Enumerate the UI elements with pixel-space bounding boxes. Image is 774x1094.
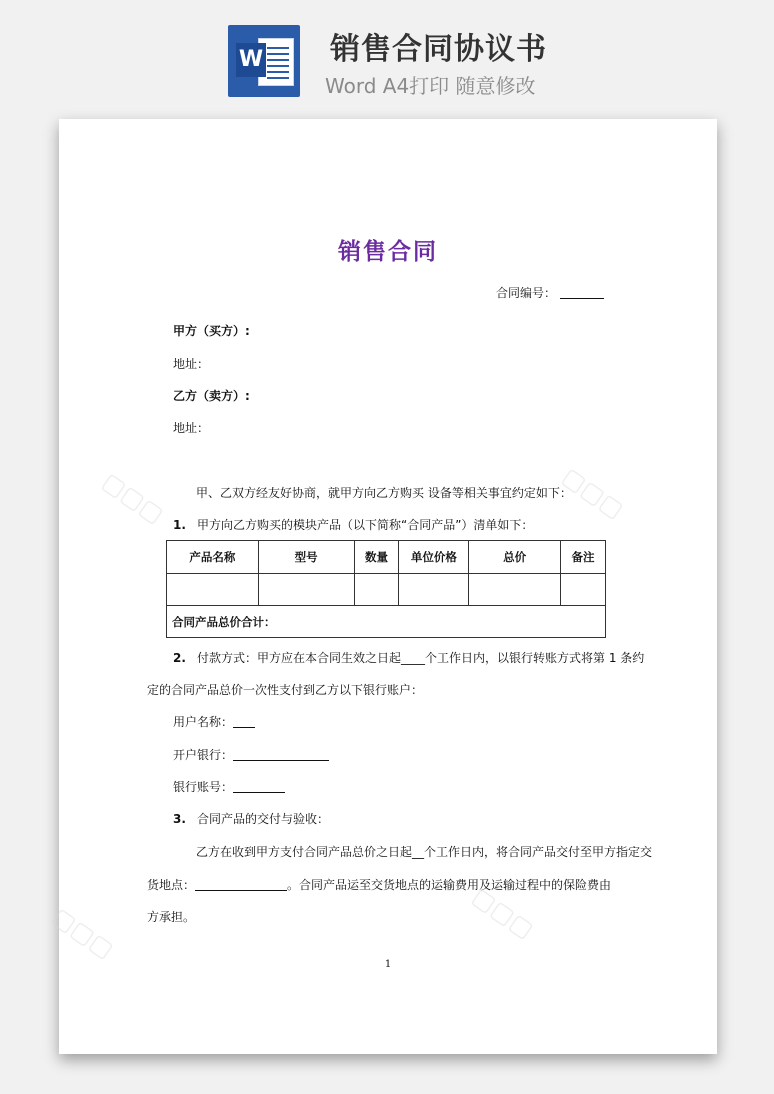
account-name-line	[173, 713, 255, 730]
clause-3-number: 3.	[173, 812, 186, 826]
document-title: 销售合同	[338, 239, 438, 265]
clause-2-line-2: 定的合同产品总价一次性支付到乙方以下银行账户：	[147, 683, 424, 697]
table-cell	[258, 574, 354, 606]
clause-1-text: 甲方向乙方购买的模块产品（以下简称“合同产品”）清单如下：	[197, 518, 534, 532]
clause-2	[173, 649, 644, 666]
bank-blank	[233, 748, 329, 761]
word-logo-icon	[228, 25, 300, 97]
watermark: ▢▢▢	[467, 882, 539, 944]
bank-label: 开户银行：	[173, 748, 234, 762]
account-number-line	[173, 778, 285, 795]
contract-number-blank	[560, 286, 604, 299]
product-table	[166, 540, 606, 638]
party-b-address-label: 地址：	[173, 421, 210, 435]
table-total-row	[167, 606, 606, 638]
account-number-label: 银行账号：	[173, 780, 234, 794]
table-header-cell: 单位价格	[399, 541, 469, 574]
clause-3-paragraph-line-2	[147, 876, 611, 893]
table-cell	[399, 574, 469, 606]
intro-paragraph: 甲、乙双方经友好协商，就甲方向乙方购买 设备等相关事宜约定如下：	[196, 486, 572, 500]
banner-title: 销售合同协议书	[330, 32, 547, 67]
account-number-blank	[233, 780, 285, 793]
contract-number-label: 合同编号：	[496, 286, 557, 300]
page-number: 1	[384, 959, 392, 970]
watermark: ▢▢▢	[97, 467, 169, 529]
clause-2-number: 2.	[173, 651, 186, 665]
table-row	[167, 574, 606, 606]
banner-subtitle: Word A4打印 随意修改	[325, 74, 536, 98]
account-name-label: 用户名称：	[173, 715, 234, 729]
table-cell	[469, 574, 561, 606]
table-header-cell: 型号	[258, 541, 354, 574]
table-header-cell: 备注	[561, 541, 606, 574]
table-header-cell: 产品名称	[167, 541, 259, 574]
account-name-blank	[233, 715, 255, 728]
table-total-label: 合同产品总价合计：	[167, 606, 606, 638]
bank-line	[173, 746, 329, 763]
party-a-address-label: 地址：	[173, 357, 210, 371]
clause-3-paragraph-line-1: 乙方在收到甲方支付合同产品总价之日起__个工作日内，将合同产品交付至甲方指定交	[196, 845, 653, 859]
party-b-label: 乙方（卖方）:	[173, 389, 250, 403]
clause-2-line-1: 付款方式：甲方应在本合同生效之日起____个工作日内，以银行转账方式将第 1 条约	[197, 651, 645, 665]
table-cell	[354, 574, 399, 606]
document-page	[47, 119, 717, 1054]
clause-3	[173, 810, 329, 827]
clause-3-paragraph-line-3: 方承担。	[147, 910, 196, 924]
table-header-cell: 总价	[469, 541, 561, 574]
clause-3-line-2-rest: 。合同产品运至交货地点的运输费用及运输过程中的保险费由	[287, 878, 612, 892]
clause-1	[173, 516, 533, 533]
table-header-row	[167, 541, 606, 574]
clause-3-text: 合同产品的交付与验收：	[197, 812, 330, 826]
header-banner	[0, 0, 774, 108]
word-letter: W	[236, 43, 266, 77]
contract-number-line	[496, 284, 604, 301]
clause-1-number: 1.	[173, 518, 186, 532]
party-a-label: 甲方（买方）:	[173, 324, 250, 338]
delivery-location-label: 货地点：	[147, 878, 196, 892]
table-cell	[561, 574, 606, 606]
watermark: ▢▢▢	[557, 462, 629, 524]
table-header-cell: 数量	[354, 541, 399, 574]
watermark: ▢▢▢	[47, 902, 119, 964]
delivery-location-blank	[195, 878, 287, 891]
table-cell	[167, 574, 259, 606]
